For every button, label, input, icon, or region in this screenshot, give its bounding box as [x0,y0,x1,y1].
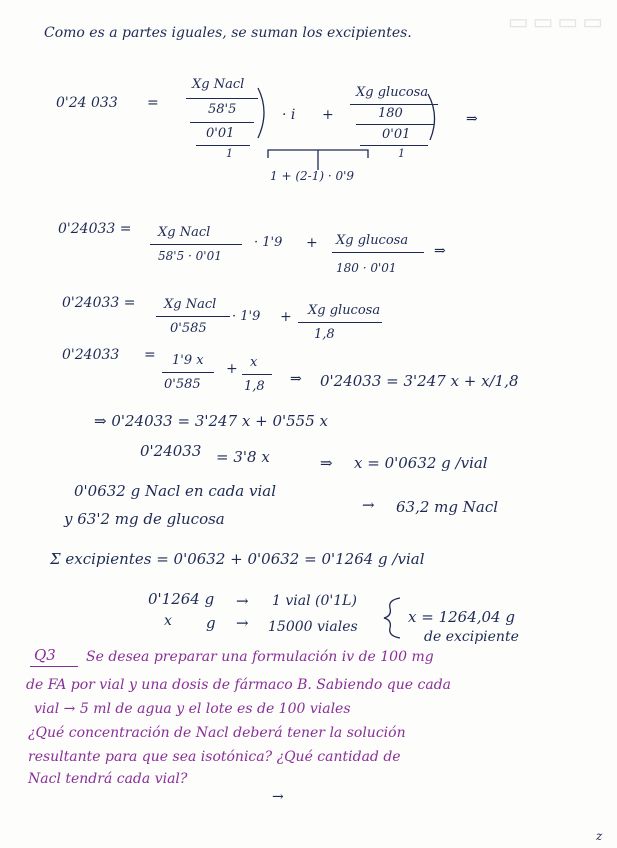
eq1-arrow: ⇒ [466,111,478,127]
eq4-num2: x [250,355,258,370]
eq4-num1: 1'9 x [172,353,204,368]
eq1-lhs: 0'24 033 [56,95,118,111]
eq3-den1: 0'585 [170,321,207,336]
eq2-num2: Xg glucosa [336,233,409,248]
rule3-r2a: x [164,613,172,629]
rule3-r1a: 0'1264 g [148,590,215,608]
eq2-fraction-line2 [332,252,424,253]
eq4-rhs: 0'24033 = 3'247 x + x/1,8 [320,372,519,390]
eq2-mul: · 1'9 [254,235,283,250]
rule3-answer-unit: de excipiente [424,629,519,645]
eq4-equals: = [144,347,156,363]
rule3-r2c: 15000 viales [268,619,358,635]
eq6-arrow: ⇒ [320,454,333,472]
eq2-lhs: 0'24033 = [58,221,132,237]
eq1-num2: Xg glucosa [356,85,429,100]
question-3-line-6: Nacl tendrá cada vial? [28,771,188,787]
continuation-arrow: → [272,789,284,805]
eq1-den2: 0'01 [382,127,411,142]
eq3-fraction-line1 [156,316,230,317]
eq3-lhs: 0'24033 = [62,295,136,311]
eq3-fraction-line2 [298,322,382,323]
eq4-arrow: ⇒ [290,371,302,387]
question-3-line-4: ¿Qué concentración de Nacl deberá tener la solución [28,725,406,741]
eq1-mid1: 58'5 [208,102,237,117]
result-arrow: → [362,496,375,514]
eq4-den2: 1,8 [244,379,265,394]
result-line1: 0'0632 g Nacl en cada vial [74,482,276,500]
eq3-num2: Xg glucosa [308,303,381,318]
eq3-plus: + [280,309,292,325]
rule3-r1b: 1 vial (0'1L) [272,593,357,609]
eq4-plus: + [226,361,238,377]
eq1-one1: 1 [226,147,233,160]
eq6-lhs: 0'24033 [140,442,202,460]
eq2-fraction-line1 [150,244,242,245]
result-line2: y 63'2 mg de glucosa [64,510,225,528]
question-3-line-3: vial → 5 ml de agua y el lote es de 100 viales [34,701,351,717]
rule3-r1arrow: → [236,592,249,610]
rule3-brace-drawing [380,596,410,640]
result-rhs: 63,2 mg Nacl [396,498,499,516]
rule3-r2b: g [206,614,216,632]
eq2-plus: + [306,235,318,251]
eq6-mid: = 3'8 x [216,448,270,466]
eq1-equals: = [147,95,159,111]
page-mark: z [596,829,603,843]
eq2-num1: Xg Nacl [158,225,211,240]
eq1-one2: 1 [398,147,405,160]
eq3-num1: Xg Nacl [164,297,217,312]
eq3-den2: 1,8 [314,327,335,342]
excipients-sum: Σ excipientes = 0'0632 + 0'0632 = 0'1264 g /vial [50,550,425,568]
eq1-den1: 0'01 [206,126,235,141]
question-3-label: Q3 [34,646,56,664]
eq1-dot-i: · i [282,107,296,123]
eq3-mul: · 1'9 [232,309,261,324]
eq5: ⇒ 0'24033 = 3'247 x + 0'555 x [94,412,328,430]
eq2-arrow: ⇒ [434,243,446,259]
eq1-plus: + [322,107,334,123]
question-3-line-2: de FA por vial y una dosis de fármaco B. Sabiendo que cada [26,677,452,693]
eq2-den2: 180 · 0'01 [336,261,397,275]
eq4-fraction-line1 [162,372,214,373]
intro-text: Como es a partes iguales, se suman los excipientes. [44,25,412,41]
rule3-r2arrow: → [236,614,249,632]
eq2-den1: 58'5 · 0'01 [158,249,222,263]
question-3-line-5: resultante para que sea isotónica? ¿Qué cantidad de [28,749,401,765]
question-3-line-1: Se desea preparar una formulación iv de 100 mg [86,649,434,665]
eq4-den1: 0'585 [164,377,201,392]
eq1-mid2: 180 [378,106,403,121]
eq4-lhs: 0'24033 [62,347,120,363]
eq4-fraction-line2 [242,374,272,375]
eq6-rhs: x = 0'0632 g /vial [354,454,488,472]
eq1-num1: Xg Nacl [192,77,245,92]
bleed-through-mark: ▭▭▭▭ [507,10,607,35]
question-3-underline [30,666,78,667]
eq1-i-formula: 1 + (2-1) · 0'9 [270,169,355,183]
rule3-answer: x = 1264,04 g [408,608,515,626]
